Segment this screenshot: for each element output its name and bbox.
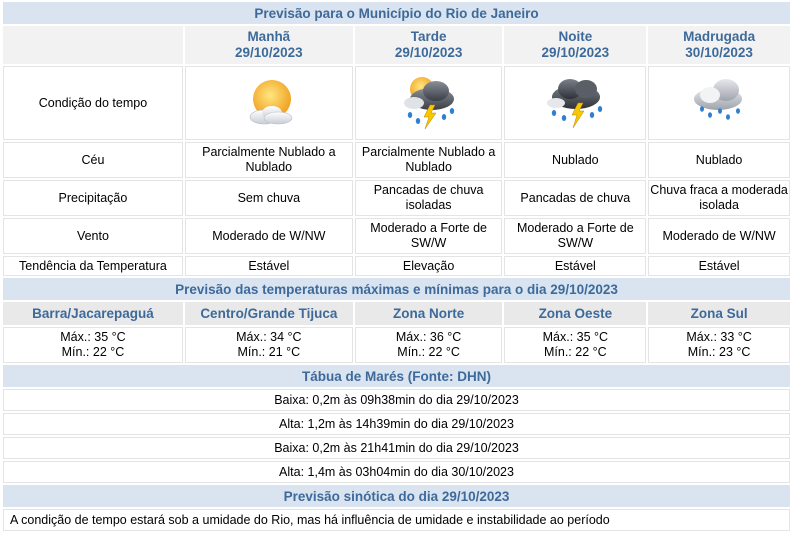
tide-row: Alta: 1,4m às 03h04min do dia 30/10/2023 <box>3 461 790 483</box>
max-temp: Máx.: 36 °C <box>395 330 462 344</box>
thunderstorm-night-icon <box>540 73 610 133</box>
precip-night: Pancadas de chuva <box>504 180 646 216</box>
temps-centro <box>185 327 353 363</box>
trend-dawn: Estável <box>648 256 790 276</box>
temps-norte <box>355 327 503 363</box>
max-temp: Máx.: 35 °C <box>60 330 126 344</box>
row-label-condition: Condição do tempo <box>3 66 183 140</box>
zone-name-norte: Zona Norte <box>355 302 503 325</box>
tides-title: Tábua de Marés (Fonte: DHN) <box>3 365 790 387</box>
condition-cell-morning <box>185 66 353 140</box>
max-temp: Máx.: 35 °C <box>542 330 609 344</box>
condition-cell-dawn <box>648 66 790 140</box>
temps-oeste <box>504 327 646 363</box>
zone-name-centro: Centro/Grande Tijuca <box>185 302 353 325</box>
temps-sul <box>648 327 790 363</box>
trend-morning: Estável <box>185 256 353 276</box>
thunderstorm-sun-icon <box>394 73 464 133</box>
forecast-table <box>1 0 792 533</box>
sun-partly-cloudy-icon <box>234 75 304 131</box>
zone-name-barra: Barra/Jacarepaguá <box>3 302 183 325</box>
row-label-sky: Céu <box>3 142 183 178</box>
zone-name-oeste: Zona Oeste <box>504 302 646 325</box>
precip-afternoon: Pancadas de chuva isoladas <box>355 180 503 216</box>
temps-barra <box>3 327 183 363</box>
tide-row: Baixa: 0,2m às 21h41min do dia 29/10/2023 <box>3 437 790 459</box>
min-temp: Mín.: 22 °C <box>397 345 460 359</box>
max-temp: Máx.: 34 °C <box>236 330 302 344</box>
sky-morning: Parcialmente Nublado a Nublado <box>185 142 353 178</box>
row-label-temperature-trend: Tendência da Temperatura <box>3 256 183 276</box>
wind-night: Moderado a Forte de SW/W <box>504 218 646 254</box>
synoptic-title: Previsão sinótica do dia 29/10/2023 <box>3 485 790 507</box>
period-header-afternoon: Tarde 29/10/2023 <box>355 26 503 64</box>
trend-night: Estável <box>504 256 646 276</box>
condition-cell-afternoon <box>355 66 503 140</box>
condition-cell-night <box>504 66 646 140</box>
period-header-night: Noite 29/10/2023 <box>504 26 646 64</box>
max-temp: Máx.: 33 °C <box>686 330 752 344</box>
sky-dawn: Nublado <box>648 142 790 178</box>
min-temp: Mín.: 22 °C <box>544 345 607 359</box>
wind-dawn: Moderado de W/NW <box>648 218 790 254</box>
light-rain-cloud-icon <box>684 73 754 133</box>
row-label-precipitation: Precipitação <box>3 180 183 216</box>
wind-afternoon: Moderado a Forte de SW/W <box>355 218 503 254</box>
synoptic-text: A condição de tempo estará sob a umidade do Rio, mas há influência de umidade e instabilidade ao período <box>3 509 790 531</box>
min-temp: Mín.: 21 °C <box>237 345 301 359</box>
precip-morning: Sem chuva <box>185 180 353 216</box>
row-label-wind: Vento <box>3 218 183 254</box>
sky-night: Nublado <box>504 142 646 178</box>
sky-afternoon: Parcialmente Nublado a Nublado <box>355 142 503 178</box>
corner-cell <box>3 26 183 64</box>
forecast-title: Previsão para o Município do Rio de Janeiro <box>3 2 790 24</box>
tide-row: Alta: 1,2m às 14h39min do dia 29/10/2023 <box>3 413 790 435</box>
precip-dawn: Chuva fraca a moderada isolada <box>648 180 790 216</box>
wind-morning: Moderado de W/NW <box>185 218 353 254</box>
period-header-morning: Manhã 29/10/2023 <box>185 26 353 64</box>
period-header-dawn: Madrugada 30/10/2023 <box>648 26 790 64</box>
trend-afternoon: Elevação <box>355 256 503 276</box>
temperatures-title: Previsão das temperaturas máximas e mínimas para o dia 29/10/2023 <box>3 278 790 300</box>
zone-name-sul: Zona Sul <box>648 302 790 325</box>
min-temp: Mín.: 22 °C <box>61 345 125 359</box>
tide-row: Baixa: 0,2m às 09h38min do dia 29/10/2023 <box>3 389 790 411</box>
min-temp: Mín.: 23 °C <box>687 345 751 359</box>
